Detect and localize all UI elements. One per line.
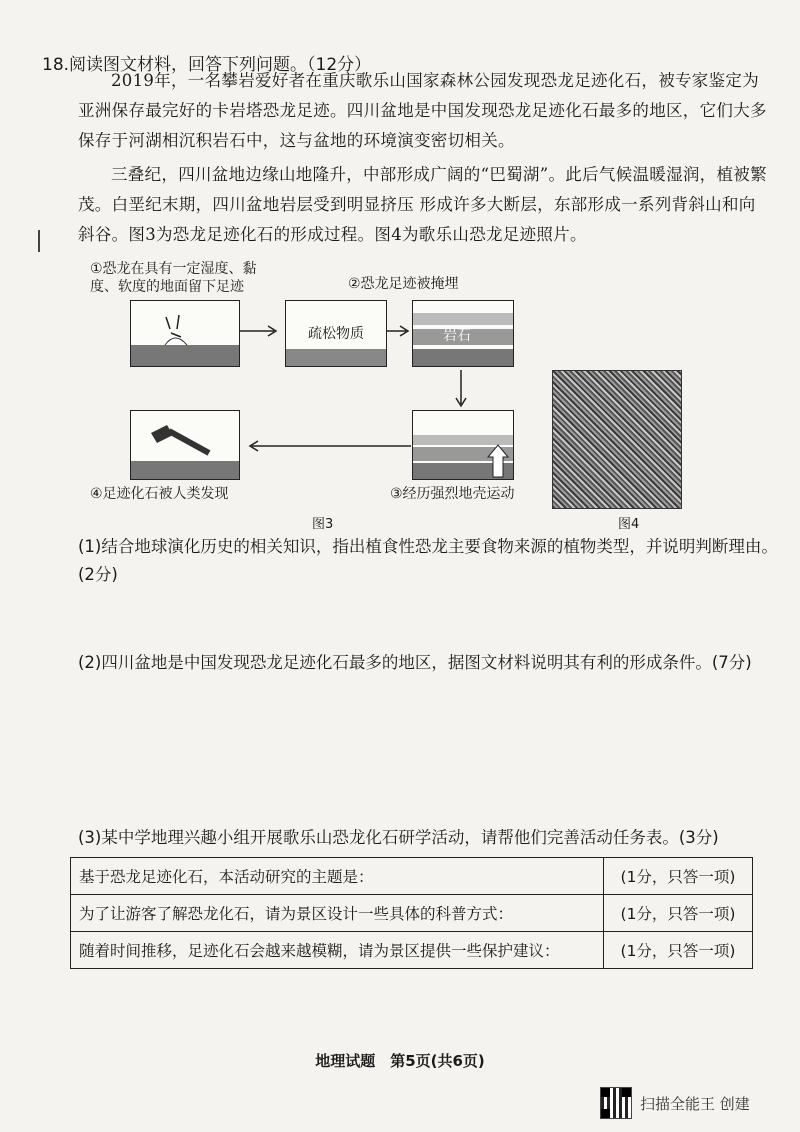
score-cell: (1分，只答一项) xyxy=(604,895,753,932)
task-cell: 随着时间推移，足迹化石会越来越模糊，请为景区提供一些保护建议： xyxy=(71,932,604,969)
loose-material-label: 疏松物质 xyxy=(308,326,364,342)
step-loose-box xyxy=(285,300,387,367)
scanner-watermark xyxy=(600,1086,790,1120)
material-paragraph-2: 三叠纪，四川盆地边缘山地隆升，中部形成广阔的“巴蜀湖”。此后气候温暖湿润，植被繁茂。白垩纪末期，四川盆地岩层受到明显挤压 形成许多大断层，东部形成一系列背斜山和向斜谷。图3为恐龙足迹化石的形成过程。图4为歌乐山恐龙足迹照片。 xyxy=(78,165,767,244)
material-paragraph-1: 2019年，一名攀岩爱好者在重庆歌乐山国家森林公园发现恐龙足迹化石，被专家鉴定为亚洲保存最完好的卡岩塔恐龙足迹。四川盆地是中国发现恐龙足迹化石最多的地区，它们大多保存于河湖相沉积岩石中，这与盆地的环境演变密切相关。 xyxy=(78,71,767,150)
step1-label: ①恐龙在具有一定湿度、黏度、软度的地面留下足迹 xyxy=(90,261,257,295)
sub-question-3: (3)某中学地理兴趣小组开展歌乐山恐龙化石研学活动，请帮他们完善活动任务表。(3分) xyxy=(78,828,719,847)
sub-question-1: (1)结合地球演化历史的相关知识，指出植食性恐龙主要食物来源的植物类型，并说明判断理由。(2分) xyxy=(78,537,778,584)
task-table xyxy=(70,857,753,969)
step3-label: ③经历强烈地壳运动 xyxy=(390,486,515,502)
step2-box xyxy=(412,300,514,367)
table-row xyxy=(71,895,753,932)
table-row xyxy=(71,932,753,969)
step1-box xyxy=(130,300,240,367)
table-row xyxy=(71,858,753,895)
arrow-right-icon xyxy=(387,325,412,337)
figure4-caption: 图4 xyxy=(618,517,640,532)
qr-code-icon xyxy=(600,1087,632,1119)
figure3-caption: 图3 xyxy=(312,517,334,532)
step3-box xyxy=(412,410,514,480)
question-title: 18.阅读图文材料，回答下列问题。（12分） xyxy=(42,55,372,75)
arrow-right-icon xyxy=(240,325,280,337)
arrow-left-icon xyxy=(246,440,411,452)
task-cell: 为了让游客了解恐龙化石，请为景区设计一些具体的科普方式： xyxy=(71,895,604,932)
sub-question-2: (2)四川盆地是中国发现恐龙足迹化石最多的地区，据图文材料说明其有利的形成条件。(7分) xyxy=(78,653,752,672)
edge-mark xyxy=(38,230,40,252)
watermark-text: 扫描全能王 创建 xyxy=(640,1094,750,1113)
step4-box xyxy=(130,410,240,480)
rock-label: 岩石 xyxy=(443,328,471,344)
task-cell: 基于恐龙足迹化石，本活动研究的主题是： xyxy=(71,858,604,895)
page-footer: 地理试题 第5页(共6页) xyxy=(315,1052,485,1070)
score-cell: (1分，只答一项) xyxy=(604,932,753,969)
score-cell: (1分，只答一项) xyxy=(604,858,753,895)
footprint-photo xyxy=(552,370,682,509)
figure-area xyxy=(90,255,780,530)
footprint-icon xyxy=(131,301,239,366)
arrow-down-icon xyxy=(455,370,467,410)
step4-label: ④足迹化石被人类发现 xyxy=(90,486,229,502)
step2-label: ②恐龙足迹被掩埋 xyxy=(348,276,459,292)
hammer-icon xyxy=(131,411,239,479)
